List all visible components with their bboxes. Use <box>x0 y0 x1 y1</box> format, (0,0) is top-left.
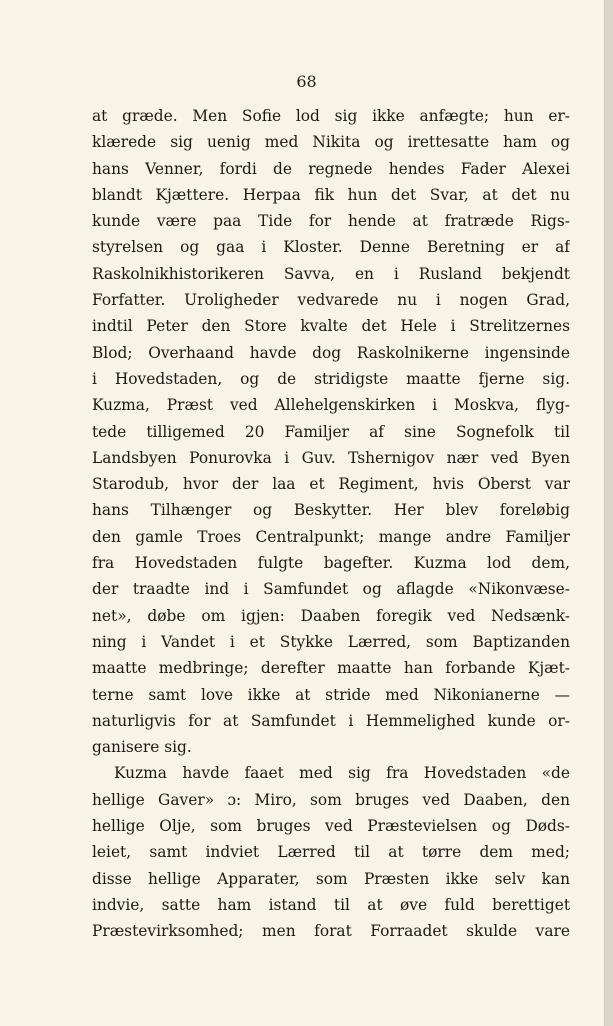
text-line: blandt Kjættere. Herpaa fik hun det Svar, at det nu <box>92 185 570 204</box>
text-line: net», døbe om igjen: Daaben foregik ved Nedsænk- <box>92 606 570 625</box>
text-line: tede tilligemed 20 Familjer af sine Sognefolk til <box>92 422 570 441</box>
text-line: at græde. Men Sofie lod sig ikke anfægte; hun er- <box>92 107 570 125</box>
body-text <box>92 103 570 945</box>
text-line: i Hovedstaden, og de stridigste maatte fjerne sig. <box>92 369 570 388</box>
text-line: Præstevirksomhed; men forat Forraadet skulde vare <box>92 922 570 941</box>
text-line: maatte medbringe; derefter maatte han forbande Kjæt- <box>92 659 570 678</box>
text-line: Blod; Overhaand havde dog Raskolnikerne ingensinde <box>92 343 570 362</box>
text-line: hans Venner, fordi de regnede hendes Fader Alexei <box>92 159 570 178</box>
text-line: terne samt love ikke at stride med Nikonianerne — <box>92 685 570 704</box>
paragraph-2 <box>92 760 570 944</box>
text-line: kunde være paa Tide for hende at fratræde Rigs- <box>92 212 570 231</box>
text-line: hellige Gaver» ɔ: Miro, som bruges ved Daaben, den <box>92 790 570 809</box>
text-line: leiet, samt indviet Lærred til at tørre dem med; <box>92 843 570 862</box>
text-line: Raskolnikhistorikeren Savva, en i Rusland bekjendt <box>92 264 570 283</box>
text-line: styrelsen og gaa i Kloster. Denne Beretning er af <box>92 238 570 257</box>
text-line: der traadte ind i Samfundet og aflagde «Nikonvæse- <box>92 580 570 599</box>
text-line: Forfatter. Uroligheder vedvarede nu i nogen Grad, <box>92 291 570 310</box>
text-line: klærede sig uenig med Nikita og irettesatte ham og <box>92 133 570 152</box>
text-line: disse hellige Apparater, som Præsten ikke selv kan <box>92 869 570 888</box>
text-line: fra Hovedstaden fulgte bagefter. Kuzma lod dem, <box>92 554 570 573</box>
text-line: indtil Peter den Store kvalte det Hele i Strelitzernes <box>92 317 570 336</box>
text-line: Starodub, hvor der laa et Regiment, hvis Oberst var <box>92 475 570 494</box>
text-line: den gamle Troes Centralpunkt; mange andre Familjer <box>92 527 570 546</box>
text-line: naturligvis for at Samfundet i Hemmelighed kunde or- <box>92 711 570 730</box>
text-line: ning i Vandet i et Stykke Lærred, som Baptizanden <box>92 632 570 651</box>
page-number: 68 <box>296 72 317 91</box>
text-line: hellige Olje, som bruges ved Præstevielsen og Døds- <box>92 817 570 836</box>
text-line: ganisere sig. <box>92 738 192 757</box>
text-line: indvie, satte ham istand til at øve fuld berettiget <box>92 895 570 914</box>
text-line: hans Tilhænger og Beskytter. Her blev foreløbig <box>92 501 570 520</box>
paragraph-1 <box>92 103 570 760</box>
text-line: Kuzma havde faaet med sig fra Hovedstaden «de <box>114 764 570 783</box>
text-line: Kuzma, Præst ved Allehelgenskirken i Moskva, flyg- <box>92 396 570 415</box>
text-line: Landsbyen Ponurovka i Guv. Tshernigov nær ved Byen <box>92 448 570 467</box>
